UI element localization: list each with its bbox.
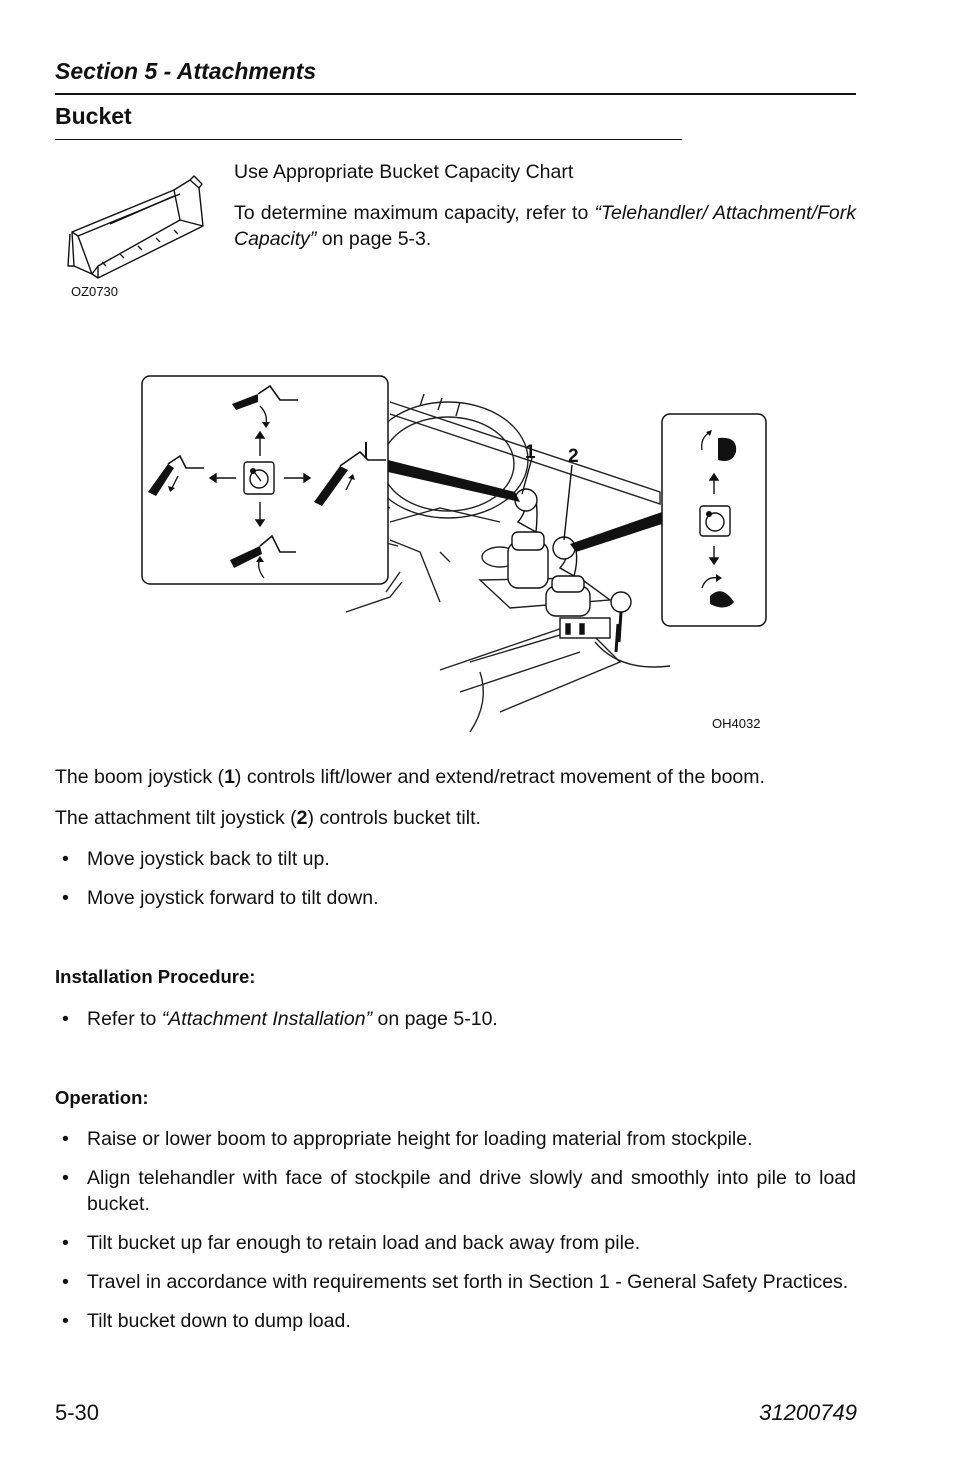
capacity-chart-heading: Use Appropriate Bucket Capacity Chart [234, 161, 574, 183]
list-item: • Move joystick back to tilt up. [55, 846, 856, 872]
list-item: • Tilt bucket down to dump load. [55, 1308, 856, 1334]
joystick-figure-code: OH4032 [712, 716, 761, 731]
installation-list [55, 1006, 856, 1032]
leader-band-right [570, 512, 662, 552]
callout-2-leader [564, 465, 572, 540]
joystick-icon-tilt [700, 506, 730, 536]
leader-band-left [388, 460, 520, 502]
title-rule [55, 139, 682, 140]
callout-2: 2 [568, 446, 579, 467]
capacity-link[interactable]: “Telehandler/ Attachment/Fork Capacity” [234, 202, 856, 250]
tilt-bullet-list [55, 846, 856, 911]
document-number: 31200749 [759, 1400, 857, 1425]
list-item: • Move joystick forward to tilt down. [55, 885, 856, 911]
joystick-figure [140, 372, 770, 737]
joystick-icon [244, 462, 274, 494]
header-rule [55, 93, 856, 95]
capacity-reference: To determine maximum capacity, refer to “Telehandler/ Attachment/Fork Capacity” on page 5-3. [234, 202, 856, 250]
operation-heading: Operation: [55, 1087, 149, 1108]
list-item: • Tilt bucket up far enough to retain load and back away from pile. [55, 1230, 856, 1256]
attachment-installation-link[interactable]: “Attachment Installation” [161, 1008, 373, 1030]
installation-heading: Installation Procedure: [55, 966, 256, 987]
operation-list [55, 1126, 856, 1334]
boom-joystick-1 [508, 489, 548, 588]
section-title: Section 5 - Attachments [55, 58, 317, 84]
list-item: • Align telehandler with face of stockpile and drive slowly and smoothly into pile to load bucket. [55, 1165, 856, 1217]
page-title: Bucket [55, 103, 132, 129]
callout-1: 1 [525, 442, 536, 463]
list-item: • Raise or lower boom to appropriate height for loading material from stockpile. [55, 1126, 856, 1152]
boom-joystick-text: The boom joystick (1) controls lift/lower and extend/retract movement of the boom. [55, 766, 765, 788]
list-item: • Refer to “Attachment Installation” on page 5-10. [55, 1006, 856, 1032]
list-item: • Travel in accordance with requirements set forth in Section 1 - General Safety Practices. [55, 1269, 856, 1295]
page-number: 5-30 [55, 1400, 100, 1425]
bucket-illustration [62, 170, 212, 282]
bucket-figure-code: OZ0730 [71, 284, 118, 299]
tilt-joystick-text: The attachment tilt joystick (2) controls bucket tilt. [55, 807, 481, 829]
